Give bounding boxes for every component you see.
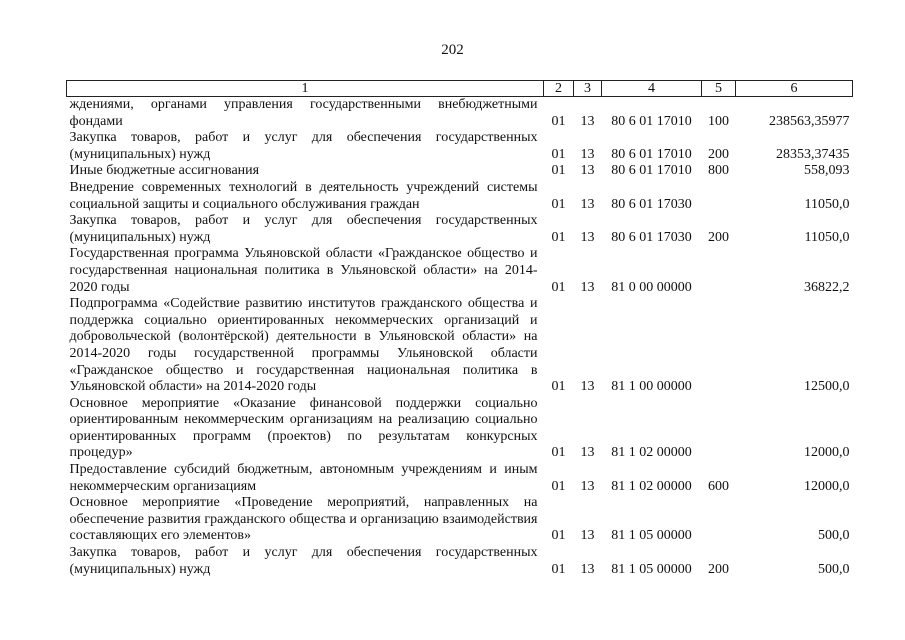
row-subsection: 13 <box>580 163 595 179</box>
row-expense-type <box>702 296 736 396</box>
row-name: Закупка товаров, работ и услуг для обеспечения государственных (муниципальных) нужд <box>69 213 538 245</box>
row-expense-type <box>702 495 736 545</box>
row-subsection: 13 <box>580 379 595 395</box>
row-target-article: 81 1 05 00000 <box>611 561 692 577</box>
row-subsection: 13 <box>580 113 595 129</box>
row-amount: 28353,37435 <box>776 146 850 162</box>
row-section: 01 <box>551 163 566 179</box>
table-row <box>67 213 853 246</box>
row-amount: 12000,0 <box>804 478 850 494</box>
row-amount: 500,0 <box>818 561 850 577</box>
table-row <box>67 246 853 296</box>
row-section: 01 <box>551 196 566 212</box>
row-name: Закупка товаров, работ и услуг для обеспечения государственных (муниципальных) нужд <box>69 545 538 577</box>
table-header <box>67 81 853 97</box>
row-section: 01 <box>551 229 566 245</box>
row-target-article: 80 6 01 17010 <box>611 113 692 129</box>
row-amount: 12000,0 <box>804 445 850 461</box>
budget-table <box>66 80 853 578</box>
table-row <box>67 495 853 545</box>
row-target-article: 81 1 02 00000 <box>611 478 692 494</box>
row-subsection: 13 <box>580 229 595 245</box>
row-target-article: 81 1 02 00000 <box>611 445 692 461</box>
row-target-article: 81 0 00 00000 <box>611 279 692 295</box>
table-body <box>67 97 853 579</box>
row-expense-type <box>702 180 736 213</box>
row-amount: 11050,0 <box>804 229 850 245</box>
row-target-article: 80 6 01 17030 <box>611 196 692 212</box>
row-subsection: 13 <box>580 146 595 162</box>
row-subsection: 13 <box>580 196 595 212</box>
table-row <box>67 163 853 180</box>
header-row <box>67 81 853 97</box>
header-col-5: 5 <box>702 81 736 97</box>
row-amount: 12500,0 <box>804 379 850 395</box>
row-name: Основное мероприятие «Проведение мероприятий, направленных на обеспечение развития гражданского общества и организацию взаимодействия составляющих его элементов» <box>69 495 538 544</box>
header-col-3: 3 <box>574 81 602 97</box>
page-number: 202 <box>441 42 464 58</box>
row-section: 01 <box>551 528 566 544</box>
row-target-article: 81 1 05 00000 <box>611 528 692 544</box>
row-name: Предоставление субсидий бюджетным, автономным учреждениям и иным некоммерческим организациям <box>69 462 538 494</box>
row-subsection: 13 <box>580 478 595 494</box>
row-subsection: 13 <box>580 528 595 544</box>
row-name: Подпрограмма «Содействие развитию институтов гражданского общества и поддержка социально ориентированных некоммерческих организаций и добровольческой (волонтёрской) деятельности в Ульяновской области» на 2014-2020 годы государственной программы Ульяновской области «Гражданское общество и государственная национальная политика в Ульяновской области» на 2014-2020 годы <box>69 296 538 395</box>
row-name: Внедрение современных технологий в деятельность учреждений системы социальной защиты и социального обслуживания граждан <box>69 179 538 212</box>
row-subsection: 13 <box>580 445 595 461</box>
table-row <box>67 545 853 578</box>
table-row <box>67 130 853 163</box>
row-amount: 36822,2 <box>804 279 850 295</box>
header-col-2: 2 <box>544 81 574 97</box>
row-name: ждениями, органами управления государственными внебюджетными фондами <box>69 97 538 129</box>
row-expense-type: 200 <box>708 561 729 577</box>
row-amount: 11050,0 <box>804 196 850 212</box>
row-section: 01 <box>551 561 566 577</box>
header-col-6: 6 <box>736 81 853 97</box>
row-section: 01 <box>551 379 566 395</box>
row-section: 01 <box>551 146 566 162</box>
table-row <box>67 296 853 396</box>
row-subsection: 13 <box>580 279 595 295</box>
row-section: 01 <box>551 279 566 295</box>
row-section: 01 <box>551 445 566 461</box>
row-amount: 238563,35977 <box>769 113 850 129</box>
row-section: 01 <box>551 113 566 129</box>
header-col-4: 4 <box>602 81 702 97</box>
row-amount: 558,093 <box>804 163 850 179</box>
row-section: 01 <box>551 478 566 494</box>
row-expense-type: 600 <box>708 478 729 494</box>
row-name: Государственная программа Ульяновской области «Гражданское общество и государственная национальная политика в Ульяновской области» на 2014-2020 годы <box>69 246 538 295</box>
row-target-article: 81 1 00 00000 <box>611 379 692 395</box>
row-name: Основное мероприятие «Оказание финансовой поддержки социально ориентированным некоммерческим организациям на реализацию социально ориентированных программ (проектов) по результатам конкурсных процедур» <box>69 395 538 461</box>
row-expense-type: 800 <box>708 163 729 179</box>
table-row <box>67 180 853 213</box>
table-row <box>67 396 853 462</box>
row-expense-type: 100 <box>708 113 729 129</box>
row-expense-type <box>702 396 736 462</box>
table-row <box>67 462 853 495</box>
row-name: Закупка товаров, работ и услуг для обеспечения государственных (муниципальных) нужд <box>69 130 538 162</box>
row-target-article: 80 6 01 17030 <box>611 229 692 245</box>
table-row <box>67 97 853 131</box>
row-expense-type <box>702 246 736 296</box>
row-target-article: 80 6 01 17010 <box>611 146 692 162</box>
row-target-article: 80 6 01 17010 <box>611 163 692 179</box>
row-name: Иные бюджетные ассигнования <box>69 163 260 179</box>
row-expense-type: 200 <box>708 146 729 162</box>
row-expense-type: 200 <box>708 229 729 245</box>
row-amount: 500,0 <box>818 528 850 544</box>
header-col-1: 1 <box>67 81 544 97</box>
row-subsection: 13 <box>580 561 595 577</box>
